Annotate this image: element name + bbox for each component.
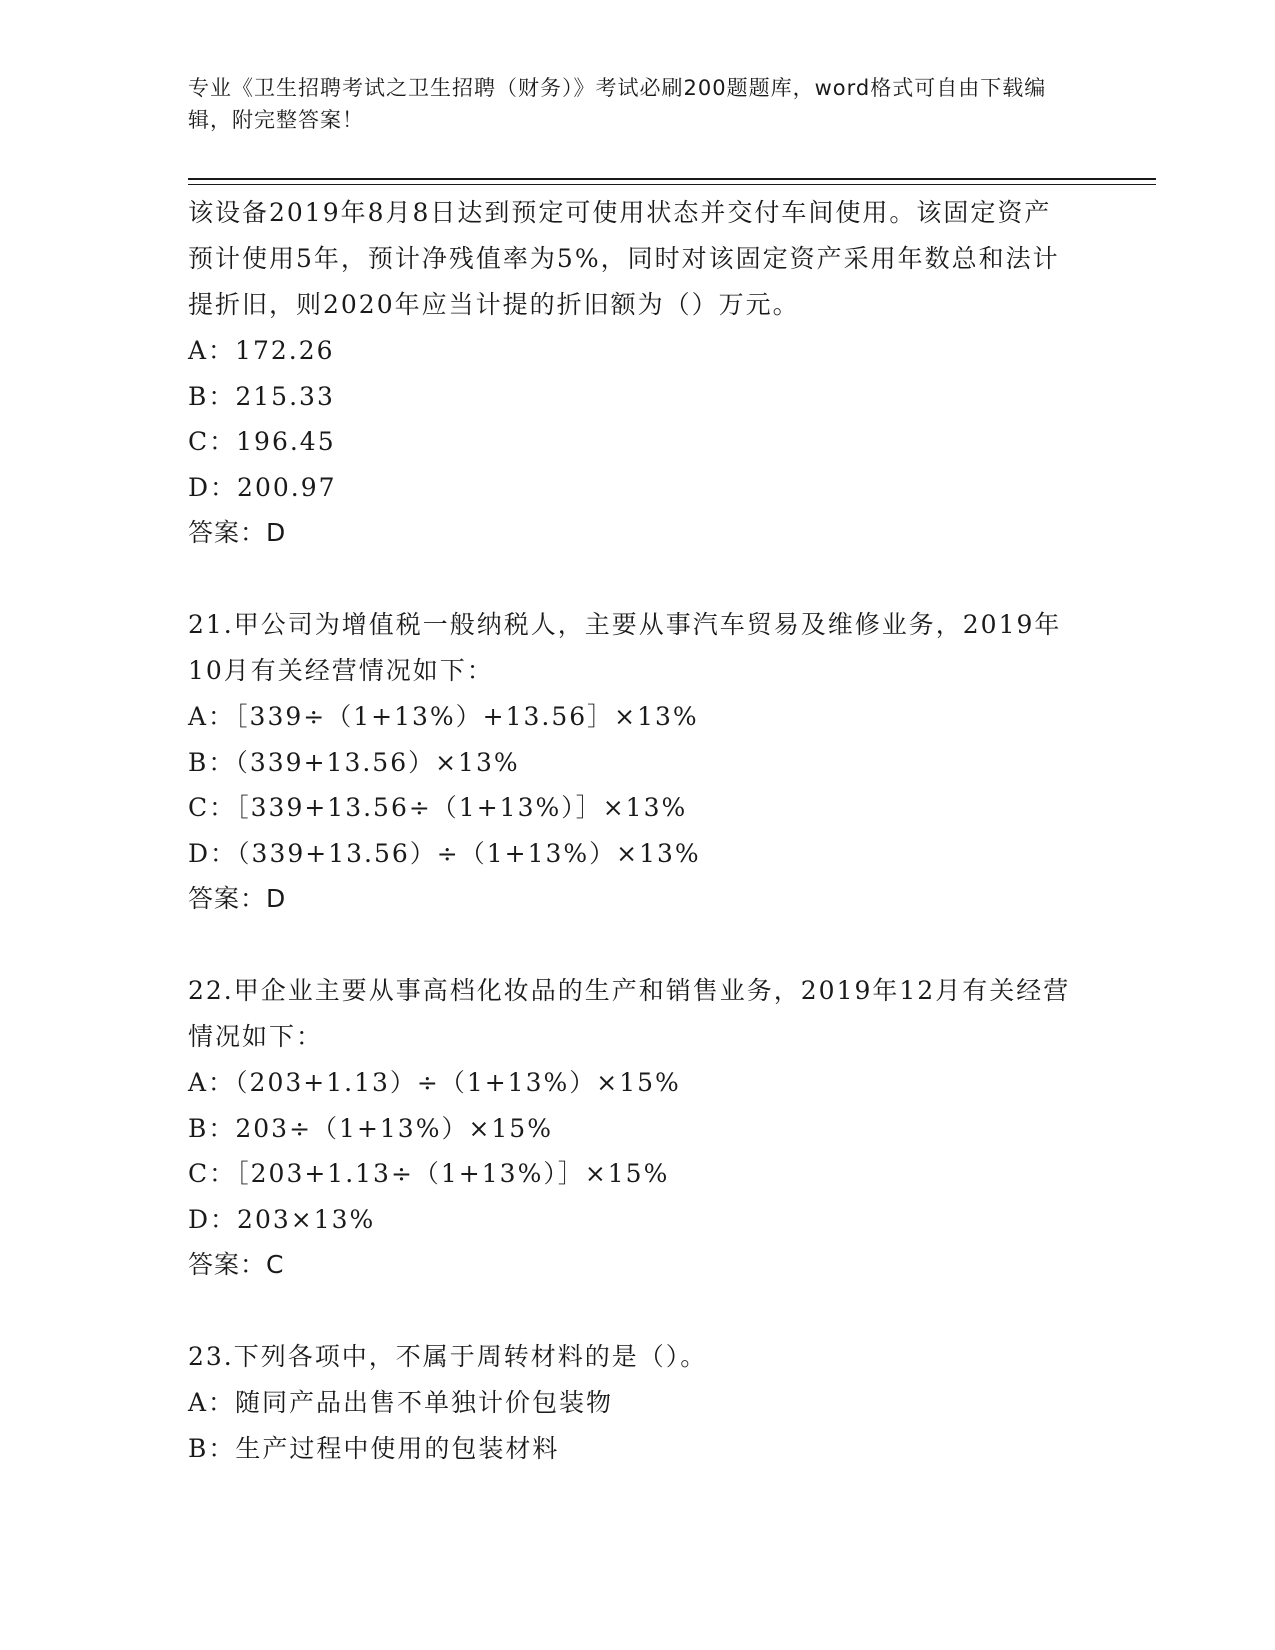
answer-line: 答案：D — [188, 884, 287, 913]
option-d: D：203×13% — [188, 1204, 376, 1234]
option-b: B：203÷（1+13%）×15% — [188, 1113, 553, 1143]
question-23 — [188, 1334, 1088, 1471]
option-c: C：［339+13.56÷（1+13%）］×13% — [188, 793, 688, 822]
spacer — [188, 1288, 1088, 1334]
option-b: B：215.33 — [188, 381, 335, 411]
question-21 — [188, 602, 1088, 922]
spacer — [188, 922, 1088, 968]
header-divider-thick — [188, 178, 1156, 180]
option-a: A：随同产品出售不单独计价包装物 — [188, 1388, 614, 1417]
question-stem: 21.甲公司为增值税一般纳税人，主要从事汽车贸易及维修业务，2019年10月有关经营情况如下： — [188, 610, 1062, 685]
option-c: C：196.45 — [188, 427, 336, 456]
document-body — [188, 190, 1088, 1471]
option-b: B：生产过程中使用的包装材料 — [188, 1433, 560, 1463]
document-header — [188, 72, 1148, 136]
question-22 — [188, 968, 1088, 1288]
spacer — [188, 556, 1088, 602]
answer-line: 答案：C — [188, 1250, 285, 1279]
question-stem: 23.下列各项中，不属于周转材料的是（）。 — [188, 1342, 708, 1371]
question-stem: 该设备2019年8月8日达到预定可使用状态并交付车间使用。该固定资产预计使用5年，预计净残值率为5%，同时对该固定资产采用年数总和法计提折旧，则2020年应当计提的折旧额为（）万元。 — [188, 198, 1060, 319]
option-a: A：172.26 — [188, 336, 335, 365]
header-divider-thin — [188, 184, 1156, 185]
question-20 — [188, 190, 1088, 556]
question-stem: 22.甲企业主要从事高档化妆品的生产和销售业务，2019年12月有关经营情况如下： — [188, 976, 1071, 1051]
document-title: 专业《卫生招聘考试之卫生招聘（财务）》考试必刷200题题库，word格式可自由下载编辑，附完整答案！ — [188, 76, 1047, 132]
option-b: B：（339+13.56）×13% — [188, 747, 520, 777]
option-a: A：［339÷（1+13%）+13.56］×13% — [188, 702, 699, 731]
option-a: A：（203+1.13）÷（1+13%）×15% — [188, 1068, 681, 1097]
option-d: D：（339+13.56）÷（1+13%）×13% — [188, 838, 701, 868]
option-d: D：200.97 — [188, 472, 337, 502]
answer-line: 答案：D — [188, 518, 287, 547]
option-c: C：［203+1.13÷（1+13%）］×15% — [188, 1159, 670, 1188]
